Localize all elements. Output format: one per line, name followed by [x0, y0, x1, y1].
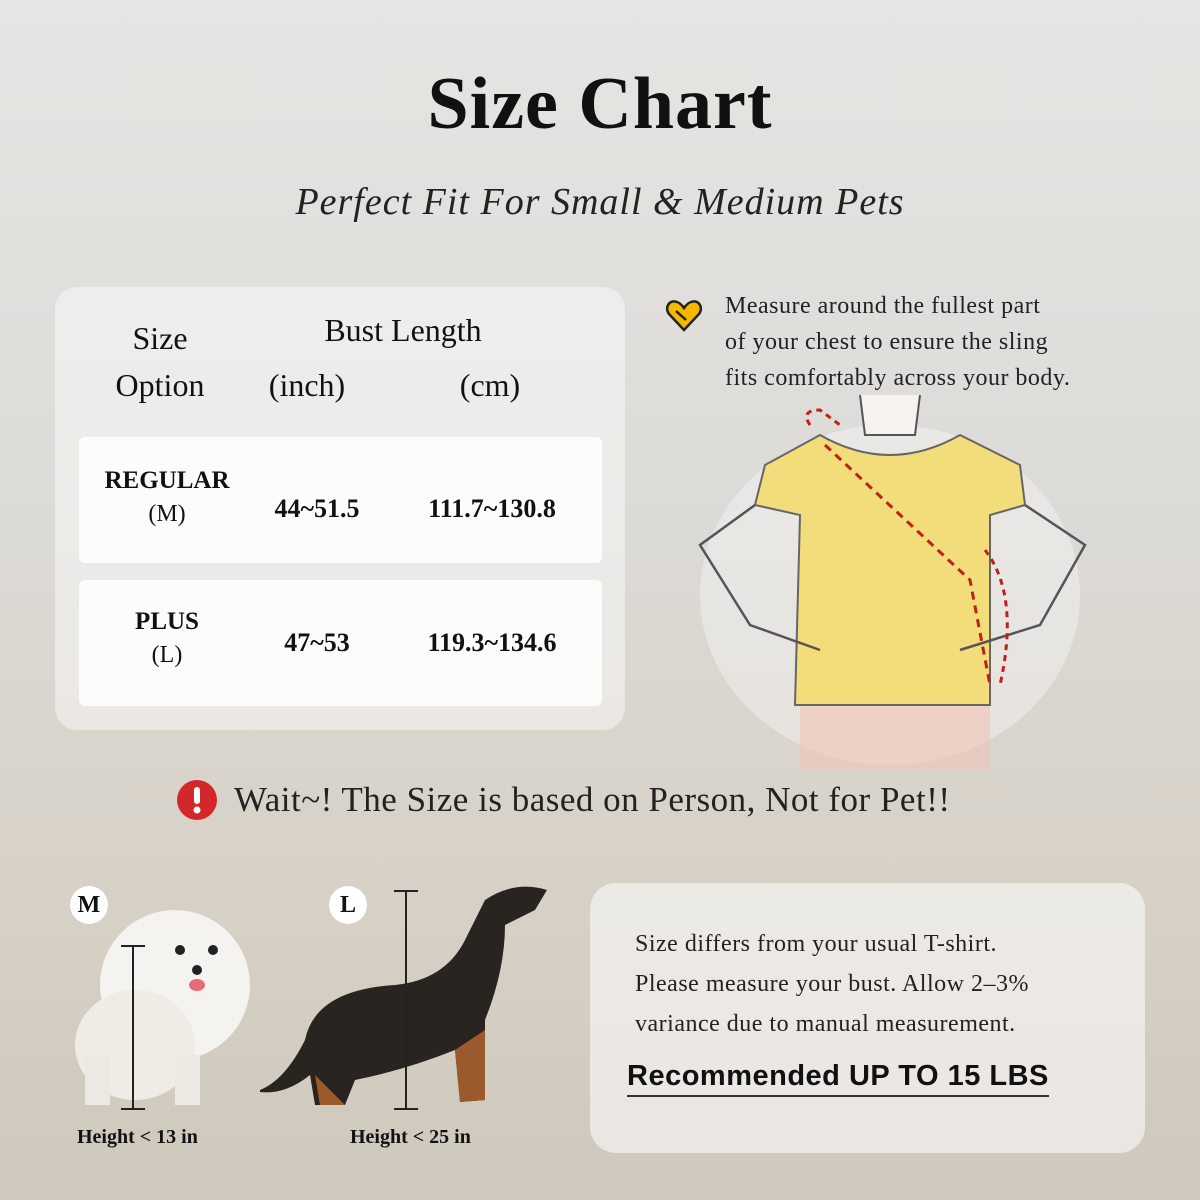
- heart-icon: [664, 296, 704, 336]
- torso-illustration: [690, 395, 1100, 770]
- warning-text: Wait~! The Size is based on Person, Not for Pet!!: [234, 780, 951, 819]
- inch-value: 44~51.5: [274, 494, 360, 523]
- measurement-note: Size differs from your usual T-shirt. Please measure your bust. Allow 2–3% variance due to manual measurement.: [635, 931, 1029, 1037]
- table-row: [79, 580, 602, 706]
- size-badge-l: L: [329, 886, 367, 924]
- page-title: Size Chart: [427, 63, 773, 145]
- measure-tip: Measure around the fullest part of your chest to ensure the sling fits comfortably across your body.: [725, 293, 1071, 391]
- cm-value: 119.3~134.6: [427, 628, 557, 657]
- height-bar-l: [405, 890, 407, 1110]
- size-badge-m: M: [70, 886, 108, 924]
- height-bar-m: [132, 945, 134, 1110]
- weight-recommendation: Recommended UP TO 15 LBS: [627, 1060, 1049, 1097]
- header-inch: (inch): [268, 367, 346, 403]
- header-size: Size: [132, 320, 188, 356]
- header-option: Option: [115, 367, 205, 403]
- header-cm: (cm): [459, 367, 521, 403]
- table-row: [79, 437, 602, 563]
- height-label-l: Height < 25 in: [350, 1126, 471, 1148]
- exclamation-icon: [176, 779, 218, 821]
- cm-value: 111.7~130.8: [428, 494, 556, 523]
- size-name: REGULAR (M): [104, 467, 230, 527]
- subtitle: Perfect Fit For Small & Medium Pets: [295, 181, 905, 223]
- size-name: PLUS (L): [135, 608, 199, 668]
- height-label-m: Height < 13 in: [77, 1126, 198, 1148]
- inch-value: 47~53: [284, 628, 350, 657]
- header-bust: Bust Length: [324, 312, 482, 348]
